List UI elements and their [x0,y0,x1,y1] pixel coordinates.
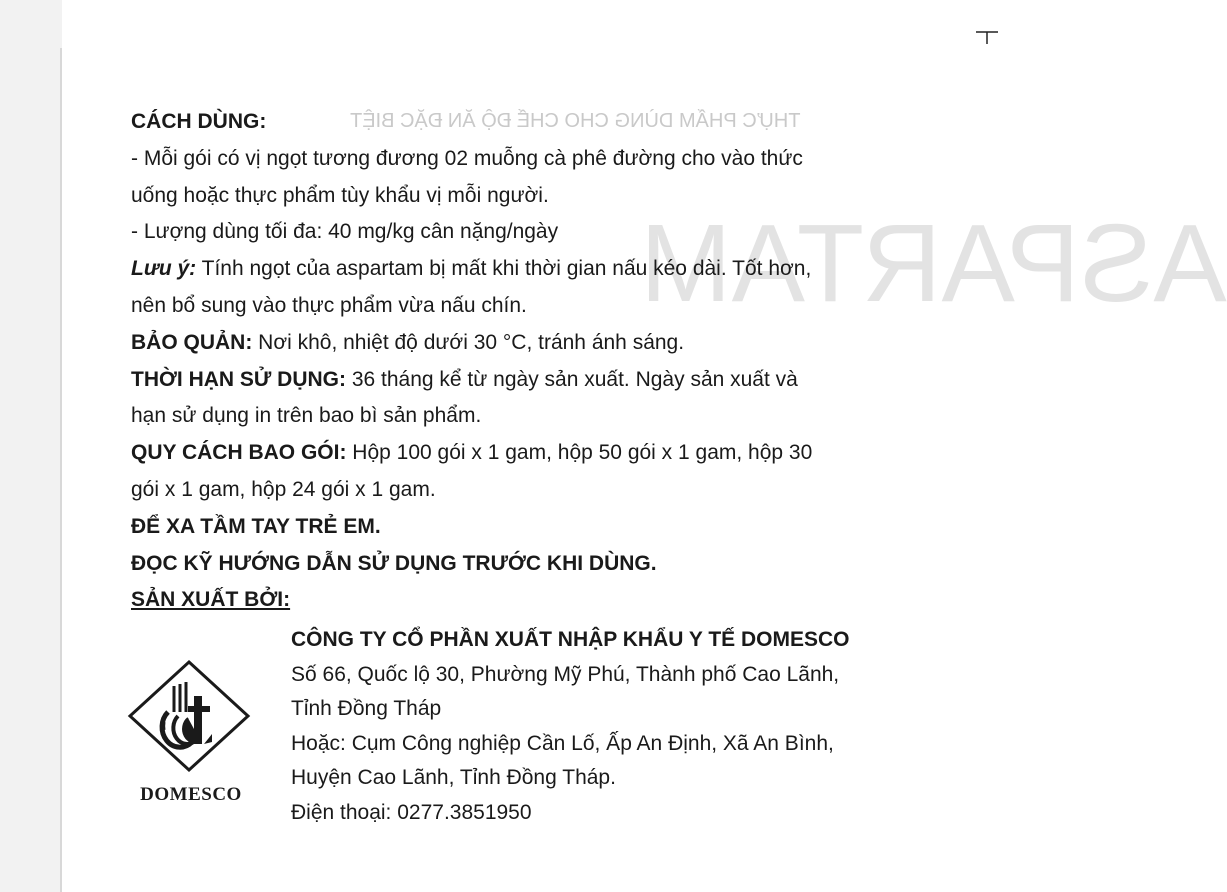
storage-line [131,325,931,362]
storage-label: BẢO QUẢN: [131,330,253,354]
packaging-label: QUY CÁCH BAO GÓI: [131,441,347,465]
scan-left-margin [0,0,62,892]
bleed-through-text: THỰC PHẨM DÙNG CHO CHẾ ĐỘ ĂN ĐẶC BIỆT [350,110,801,132]
storage-text: Nơi khô, nhiệt độ dưới 30 °C, tránh ánh sáng. [252,330,685,354]
note-text: Tính ngọt của aspartam bị mất khi thời gian nấu kéo dài. Tốt hơn, [196,257,812,281]
shelf-life-line-1 [131,362,931,399]
company-address-2: Tỉnh Đồng Tháp [291,697,442,720]
shelf-life-label: THỜI HẠN SỬ DỤNG: [131,367,346,391]
usage-heading: CÁCH DÙNG: [131,110,267,133]
shelf-life-line-2: hạn sử dụng in trên bao bì sản phẩm. [131,404,482,428]
shelf-life-text: 36 tháng kể từ ngày sản xuất. Ngày sản xuất và [346,367,798,391]
packaging-line-1 [131,435,931,472]
company-block [291,623,931,830]
company-address-4: Huyện Cao Lãnh, Tỉnh Đồng Tháp. [291,766,616,789]
packaging-line-2: gói x 1 gam, hộp 24 gói x 1 gam. [131,477,436,501]
crop-mark-icon [976,30,998,44]
usage-line-2: uống hoặc thực phẩm tùy khẩu vị mỗi người. [131,183,549,207]
bleed-through-title: ASPARTAM [640,202,1227,325]
company-name: CÔNG TY CỔ PHẦN XUẤT NHẬP KHẨU Y TẾ DOMESCO [291,628,850,651]
company-phone: Điện thoại: 0277.3851950 [291,800,532,824]
document-body [131,104,931,619]
note-line-1 [131,251,931,288]
logo-wordmark: DOMESCO [140,784,242,805]
company-address-3: Hoặc: Cụm Công nghiệp Cần Lố, Ấp An Định, Xã An Bình, [291,731,834,755]
domesco-logo-icon [128,660,250,772]
paper-edge [60,48,62,892]
manufacturer-heading: SẢN XUẤT BỞI: [131,588,291,612]
warning-children: ĐỂ XA TẦM TAY TRẺ EM. [131,514,381,538]
warning-read-instructions: ĐỌC KỸ HƯỚNG DẪN SỬ DỤNG TRƯỚC KHI DÙNG. [131,551,657,575]
note-line-2: nên bổ sung vào thực phẩm vừa nấu chín. [131,293,527,317]
note-label: Lưu ý: [131,257,197,281]
usage-line-3: - Lượng dùng tối đa: 40 mg/kg cân nặng/ngày [131,220,559,244]
usage-line-1: - Mỗi gói có vị ngọt tương đương 02 muỗng cà phê đường cho vào thức [131,146,803,170]
company-address-1: Số 66, Quốc lộ 30, Phường Mỹ Phú, Thành phố Cao Lãnh, [291,662,840,686]
packaging-text: Hộp 100 gói x 1 gam, hộp 50 gói x 1 gam, hộp 30 [346,441,813,465]
